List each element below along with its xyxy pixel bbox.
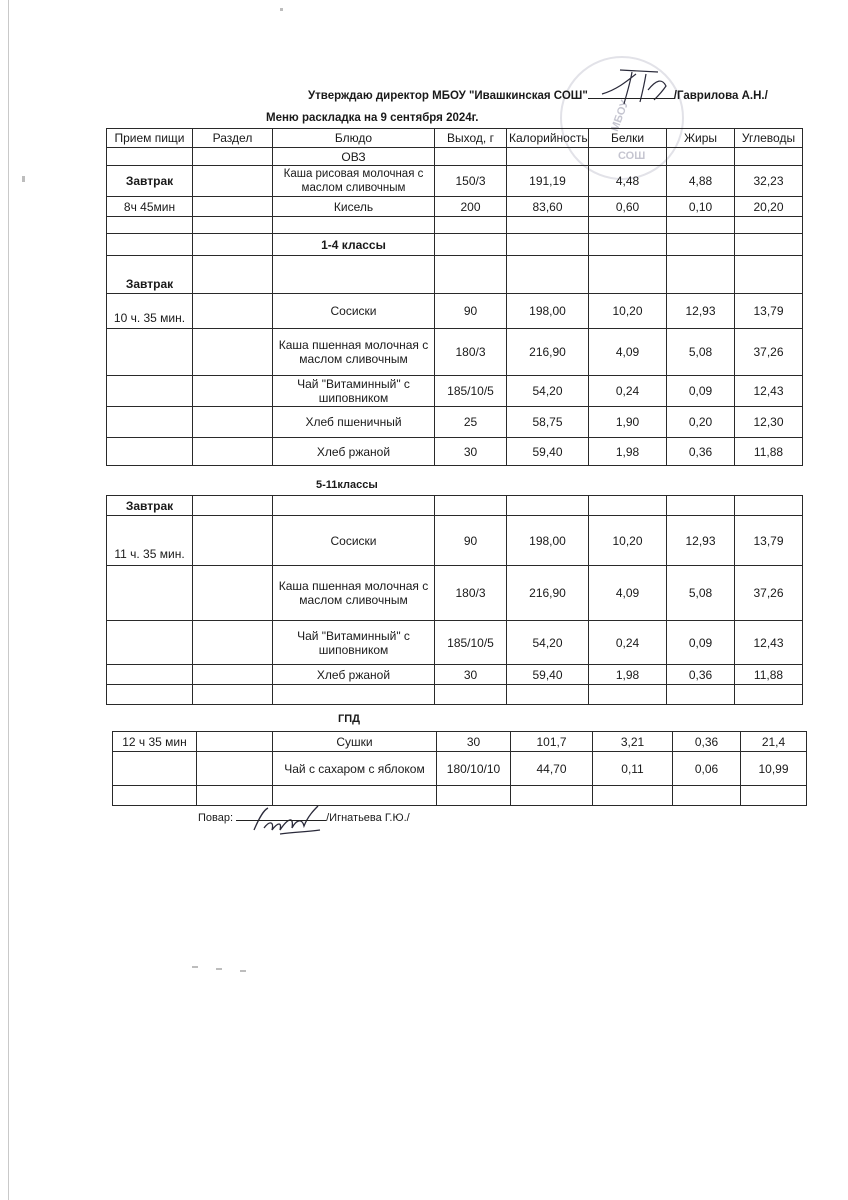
menu-table-gpd: [112, 731, 807, 806]
dish-name: Хлеб ржаной: [273, 438, 435, 466]
table-row: [107, 496, 803, 516]
col-header: Жиры: [667, 129, 735, 148]
table-row: [107, 294, 803, 329]
carbs-cell: 37,26: [735, 566, 803, 621]
carbs-cell: 12,43: [735, 376, 803, 407]
col-header: Раздел: [193, 129, 273, 148]
cook-name: /Игнатьева Г.Ю./: [326, 812, 410, 824]
col-header: Углеводы: [735, 129, 803, 148]
table-row: [107, 197, 803, 217]
scan-speck: [192, 966, 198, 968]
cook-label: Повар:: [198, 812, 234, 824]
fat-cell: 0,10: [667, 197, 735, 217]
signature-line: [588, 88, 674, 99]
fat-cell: 0,20: [667, 407, 735, 438]
dish-name: Каша пшенная молочная с маслом сливочным: [273, 329, 435, 376]
section-title-5-11: 5-11классы: [316, 479, 378, 491]
carbs-cell: 37,26: [735, 329, 803, 376]
empty-row: [107, 217, 803, 234]
carbs-cell: 20,20: [735, 197, 803, 217]
yield-cell: 180/3: [435, 329, 507, 376]
dish-name: Чай "Витаминный" с шиповником: [273, 376, 435, 407]
protein-cell: 1,90: [589, 407, 667, 438]
approval-line: [308, 88, 768, 102]
protein-cell: 0,60: [589, 197, 667, 217]
table-row: [107, 166, 803, 197]
col-header: Выход, г: [435, 129, 507, 148]
dish-name: Сосиски: [273, 294, 435, 329]
dish-name: Сосиски: [273, 516, 435, 566]
cook-line: [198, 810, 410, 824]
empty-row: [107, 685, 803, 705]
table-row: [113, 732, 807, 752]
table-row: [107, 407, 803, 438]
protein-cell: 10,20: [589, 516, 667, 566]
meal-name: Завтрак: [107, 496, 193, 516]
protein-cell: 0,11: [593, 752, 673, 786]
table-row: [107, 621, 803, 665]
protein-cell: 0,24: [589, 621, 667, 665]
scan-speck: [240, 970, 246, 972]
fat-cell: 12,93: [667, 516, 735, 566]
carbs-cell: 11,88: [735, 438, 803, 466]
col-header: Белки: [589, 129, 667, 148]
kcal-cell: 83,60: [507, 197, 589, 217]
empty-row: [113, 786, 807, 806]
table-row: [107, 329, 803, 376]
scan-speck: [216, 968, 222, 970]
scan-speck: [280, 8, 283, 11]
meal-name: Завтрак: [107, 166, 193, 197]
yield-cell: 180/3: [435, 566, 507, 621]
yield-cell: 185/10/5: [435, 376, 507, 407]
protein-cell: 4,48: [589, 166, 667, 197]
carbs-cell: 13,79: [735, 294, 803, 329]
stamp-text: СОШ: [618, 150, 646, 162]
kcal-cell: 216,90: [507, 329, 589, 376]
approval-prefix: Утверждаю директор МБОУ "Ивашкинская СОШ": [308, 90, 588, 102]
kcal-cell: 44,70: [511, 752, 593, 786]
dish-name: Чай с сахаром с яблоком: [273, 752, 437, 786]
fat-cell: 5,08: [667, 566, 735, 621]
col-header: Прием пищи: [107, 129, 193, 148]
section-row-ovz: [107, 148, 803, 166]
section-row-1-4: [107, 234, 803, 256]
col-header: Калорийность: [507, 129, 589, 148]
scan-speck: [22, 176, 25, 182]
kcal-cell: 54,20: [507, 621, 589, 665]
kcal-cell: 198,00: [507, 516, 589, 566]
section-title-gpd: ГПД: [338, 713, 360, 725]
protein-cell: 4,09: [589, 329, 667, 376]
yield-cell: 30: [435, 665, 507, 685]
dish-name: Кисель: [273, 197, 435, 217]
protein-cell: 4,09: [589, 566, 667, 621]
col-header: Блюдо: [273, 129, 435, 148]
carbs-cell: 12,30: [735, 407, 803, 438]
menu-table-main: [106, 128, 803, 466]
director-signature: [596, 60, 676, 110]
table-row: [113, 752, 807, 786]
table-row: [107, 256, 803, 294]
menu-table-5-11: [106, 495, 803, 705]
carbs-cell: 32,23: [735, 166, 803, 197]
dish-name: Хлеб пшеничный: [273, 407, 435, 438]
meal-time: 12 ч 35 мин: [113, 732, 197, 752]
page-edge: [8, 0, 9, 1200]
kcal-cell: 58,75: [507, 407, 589, 438]
section-title: ОВЗ: [273, 148, 435, 166]
dish-name: Хлеб ржаной: [273, 665, 435, 685]
carbs-cell: 12,43: [735, 621, 803, 665]
fat-cell: 12,93: [667, 294, 735, 329]
signature-line: [236, 810, 326, 821]
table-row: [107, 376, 803, 407]
fat-cell: 4,88: [667, 166, 735, 197]
table-row: [107, 516, 803, 566]
carbs-cell: 21,4: [741, 732, 807, 752]
stamp-text: МБОУ: [608, 98, 632, 134]
fat-cell: 0,36: [673, 732, 741, 752]
table-row: [107, 665, 803, 685]
yield-cell: 90: [435, 516, 507, 566]
fat-cell: 0,09: [667, 621, 735, 665]
fat-cell: 0,36: [667, 665, 735, 685]
fat-cell: 5,08: [667, 329, 735, 376]
dish-name: Сушки: [273, 732, 437, 752]
yield-cell: 200: [435, 197, 507, 217]
kcal-cell: 59,40: [507, 438, 589, 466]
protein-cell: 1,98: [589, 665, 667, 685]
dish-name: Каша рисовая молочная с маслом сливочным: [273, 166, 435, 197]
kcal-cell: 101,7: [511, 732, 593, 752]
kcal-cell: 54,20: [507, 376, 589, 407]
fat-cell: 0,09: [667, 376, 735, 407]
kcal-cell: 191,19: [507, 166, 589, 197]
approval-name: /Гаврилова А.Н./: [673, 90, 768, 102]
table-row: [107, 566, 803, 621]
meal-time: 11 ч. 35 мин.: [107, 516, 193, 566]
section-title: 1-4 классы: [273, 234, 435, 256]
yield-cell: 30: [435, 438, 507, 466]
yield-cell: 150/3: [435, 166, 507, 197]
fat-cell: 0,06: [673, 752, 741, 786]
kcal-cell: 59,40: [507, 665, 589, 685]
fat-cell: 0,36: [667, 438, 735, 466]
dish-name: Чай "Витаминный" с шиповником: [273, 621, 435, 665]
meal-time: 8ч 45мин: [107, 197, 193, 217]
meal-name: Завтрак: [107, 256, 193, 294]
table-header-row: [107, 129, 803, 148]
meal-time: 10 ч. 35 мин.: [107, 294, 193, 329]
carbs-cell: 13,79: [735, 516, 803, 566]
menu-title: Меню раскладка на 9 сентября 2024г.: [266, 112, 479, 124]
dish-name: Каша пшенная молочная с маслом сливочным: [273, 566, 435, 621]
kcal-cell: 216,90: [507, 566, 589, 621]
yield-cell: 90: [435, 294, 507, 329]
yield-cell: 185/10/5: [435, 621, 507, 665]
carbs-cell: 11,88: [735, 665, 803, 685]
table-row: [107, 438, 803, 466]
protein-cell: 10,20: [589, 294, 667, 329]
protein-cell: 0,24: [589, 376, 667, 407]
yield-cell: 30: [437, 732, 511, 752]
protein-cell: 1,98: [589, 438, 667, 466]
kcal-cell: 198,00: [507, 294, 589, 329]
carbs-cell: 10,99: [741, 752, 807, 786]
yield-cell: 25: [435, 407, 507, 438]
protein-cell: 3,21: [593, 732, 673, 752]
yield-cell: 180/10/10: [437, 752, 511, 786]
